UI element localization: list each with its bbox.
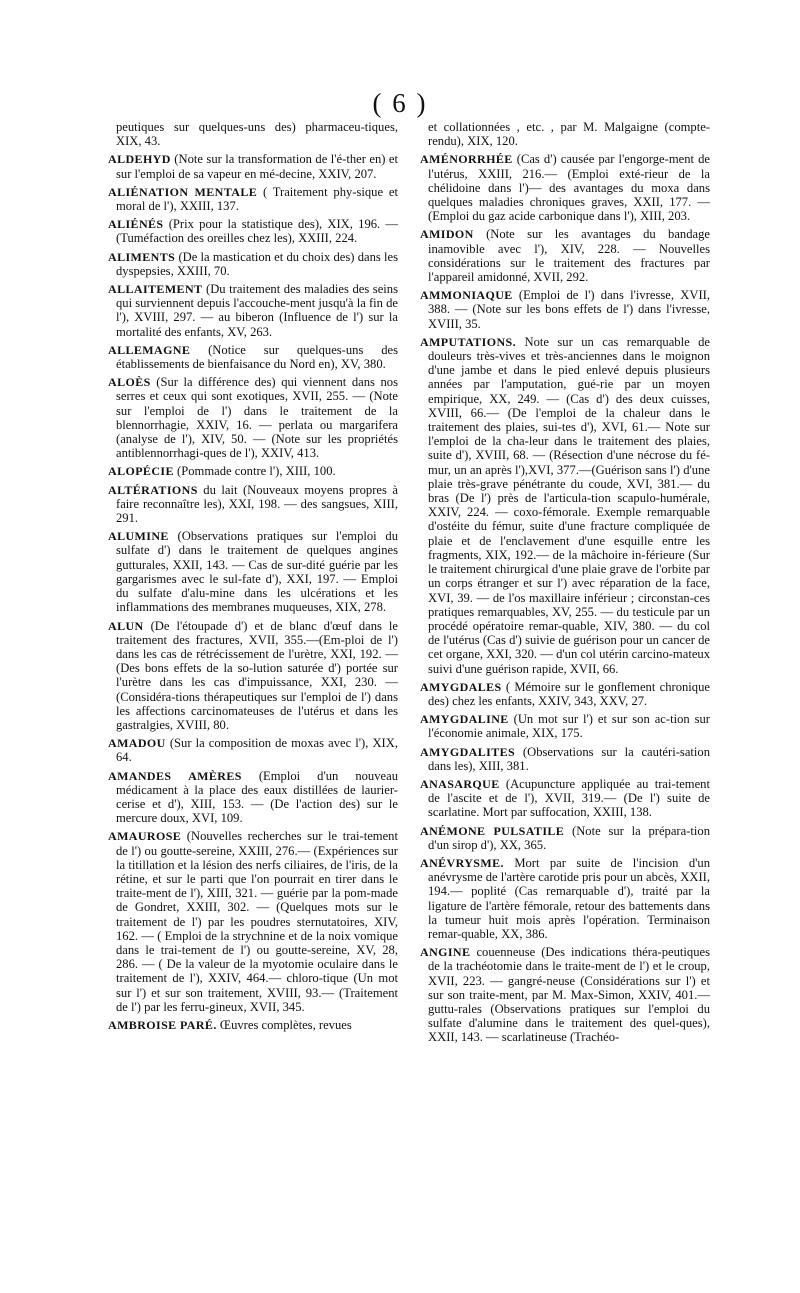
entry-text: (Emploi de l') dans l'ivresse, XVII, 388. — (Note sur les bons effets de l') dans l'ivresse, XVIII, 35.: [428, 288, 710, 331]
entry-text: (Notice sur quelques-uns des établissements de bienfaisance du Nord en), XV, 380.: [116, 342, 398, 372]
index-entry: [108, 282, 398, 339]
entry-text: du lait (Nouveaux moyens propres à faire reconnaître les), XXI, 198. — des sangsues, XIII, 291.: [116, 482, 398, 526]
index-entry: [108, 217, 398, 245]
entry-text: (Du traitement des maladies des seins qui surviennent depuis l'accouche-ment jusqu'à la fin de l'), XVIII, 297. — au biberon (Influence de l') sur la mortalité des enfants, XV, 263.: [116, 282, 398, 339]
entry-text: (De l'étoupade d') et de blanc d'œuf dans le traitement des fractures, XVII, 355.—(Em-ploi de l') dans les cas de rétrécissement de l'urètre, XXI, 192. —(Des bons effets de la so-lution saturée d') portée sur l'urètre dans les cas d'impuissance, XXI, 230. — (Considéra-tions thérapeutiques sur l'emploi de l') dans les affections carcinomateuses de l'utérus et dans les gastralgies, XVIII, 80.: [116, 618, 398, 732]
entry-text: (Note sur la prépara-tion d'un sirop d'), XX, 365.: [428, 823, 710, 852]
entry-headword: AMPUTATIONS.: [420, 334, 517, 349]
page-number: ( 6 ): [372, 88, 428, 118]
entry-text: ( Traitement phy-sique et moral de l'), XXIII, 137.: [116, 184, 398, 214]
entry-headword: ANÉMONE PULSATILE: [420, 823, 565, 838]
entry-text: (Prix pour la statistique des), XIX, 196. — (Tuméfaction des oreilles chez les), XXIII, 224.: [116, 217, 399, 246]
index-entry: [108, 250, 398, 278]
entry-headword: AMANDES AMÈRES: [108, 768, 242, 783]
entry-text: Note sur un cas remarquable de douleurs très-vives et très-anciennes dans le moignon d'une jambe et dans le pied enlevé depuis plusieurs années par l'amputation, gué-rie par un moyen empirique, XX, 249. — (Cas d') des deux cuisses, XVIII, 66.— (De l'emploi de la chaleur dans le traitement des plaies, sui-tes d'), XVI, 61.— Note sur l'emploi de la cha-leur dans le traitement des plaies, suite d'), XVIII, 68. — (Résection d'une nécrose du fé-mur, un an après l'),XVI, 377.—(Guérison sans l') d'une plaie très-grave pénétrante du coude, XVI, 381.— du bras (De l') près de l'articula-tion scapulo-humérale, XXIV, 224. — coxo-fémorale. Exemple remarquable d'ostéite du fémur, suite d'une fracture compliquée de plaie et de l'enclavement d'une esquille entre les fragments, XIX, 192.— de la mâchoire in-férieure (Sur le traitement chirurgical d'une plaie grave de l'orbite par un corps étranger et sur l') avec réparation de la face, XVI, 39. — de l'os maxillaire inférieur ; circonstan-ces pratiques remarquables, XV, 255. — du testicule par un procédé opératoire remar-quable, XIV, 380. — du col de l'utérus (Cas d') suivie de guérison pour un cancer de cet organe, XXI, 320. — d'un col utérin carcino-mateux suivi d'une guérison rapide, XVII, 66.: [428, 334, 710, 676]
entry-text: Mort par suite de l'incision d'un anévrysme de l'artère carotide pris pour un abcès, XXII, 194.— poplité (Cas remarquable d'), traité par la ligature de l'artère fémorale, retour des battements dans la tumeur huit mois après l'opération. Terminaison remar-quable, XX, 386.: [428, 855, 711, 941]
index-entry: [108, 619, 398, 733]
entry-text: couenneuse (Des indications théra-peutiques de la trachéotomie dans le traite-ment de l') et le croup, XVII, 223. — gangré-neuse (Considérations sur l') et sur son traite-ment, par M. Max-Simon, XXIV, 401.— guttu-rales (Observations pratiques sur l'emploi du sulfate d'alumine dans le traitement des quel-ques), XXII, 143. — scarlatineuse (Trachéo-: [428, 945, 710, 1045]
entry-headword: ALOPÉCIE: [108, 464, 174, 479]
entry-headword: AMÉNORRHÉE: [420, 152, 513, 167]
entry-headword: ALUN: [108, 618, 144, 633]
entry-headword: ALTÉRATIONS: [108, 482, 198, 497]
index-entry: [108, 375, 398, 460]
entry-text: (Cas d') causée par l'engorge-ment de l'utérus, XXIII, 216.— (Emploi exté-rieur de la chélidoine dans l')— des avantages du moxa dans quelques maladies chroniques graves, XXII, 177. —(Emploi du gaz acide carbonique dans l'), XIII, 203.: [428, 152, 710, 224]
entry-headword: ANÉVRYSME.: [420, 855, 504, 870]
entry-text: (Observations pratiques sur l'emploi du sulfate d') dans le traitement de quelques angines gutturales, XXII, 143. — Cas de sur-dité guérie par les gargarismes avec le sul-fate d'), XXI, 197. — Emploi du sulfate d'alu-mine dans les ulcérations et les inflammations des membranes muqueuses, XIX, 278.: [116, 529, 398, 615]
entry-headword: ALLAITEMENT: [108, 282, 203, 297]
entry-text: (Nouvelles recherches sur le trai-tement de l') ou goutte-sereine, XXIII, 276.— (Expériences sur la titillation et la lésion des nerfs ciliaires, de l'iris, de la rétine, et sur le parti que l'on pourrait en tirer dans le traite-ment de l'), XIII, 321. — guérie par la pom-made de Gondret, XXIII, 302. — (Quelques mots sur le traitement de l') par les poudres sternutatoires, XIV, 162. — ( Emploi de la strychnine et de la noix vomique dans le trai-tement de l') ou goutte-sereine, XV, 28, 286. — ( De la valeur de la myotomie oculaire dans le traitement de l'), XXIV, 464.— chloro-tique (Un mot sur l') et sur son traitement, XVIII, 93.— (Traitement de l') par les ferru-gineux, XVII, 345.: [116, 829, 398, 1014]
entry-text: Œuvres complètes, revues: [219, 1017, 352, 1032]
index-entry: [108, 736, 398, 764]
entry-headword: AMIDON: [420, 227, 474, 242]
entry-headword: AMYGDALES: [420, 679, 502, 694]
entry-text: (Note sur la transformation de l'é-ther en) et sur l'emploi de sa vapeur en mé-decine, XXIV, 207.: [116, 152, 398, 181]
index-entry: [108, 464, 398, 478]
index-entry: [108, 120, 398, 148]
entry-headword: AMYGDALINE: [420, 712, 509, 727]
entry-headword: AMADOU: [108, 736, 166, 751]
entry-headword: ANASARQUE: [420, 776, 500, 791]
entry-headword: ALOÈS: [108, 375, 151, 390]
entry-text: et collationnées , etc. , par M. Malgaigne (compte-rendu), XIX, 120.: [428, 120, 710, 149]
entry-text: (De la mastication et du choix des) dans les dyspepsies, XXIII, 70.: [116, 249, 398, 278]
index-entry: [420, 945, 710, 1044]
index-entry: [108, 152, 398, 180]
index-entry: [420, 856, 710, 941]
entry-headword: AMBROISE PARÉ.: [108, 1017, 217, 1032]
index-entry: [108, 829, 398, 1014]
entry-headword: AMMONIAQUE: [420, 288, 513, 303]
index-entry: [108, 483, 398, 526]
entry-headword: ALLEMAGNE: [108, 342, 191, 357]
index-entry: [420, 777, 710, 820]
index-entry: [108, 769, 398, 826]
left-column: [108, 120, 398, 1036]
entry-text: (Observations sur la cautéri-sation dans les), XIII, 381.: [428, 744, 710, 773]
entry-text: (Pommade contre l'), XIII, 100.: [177, 464, 336, 479]
entry-headword: ANGINE: [420, 945, 471, 960]
index-entry: [108, 529, 398, 614]
index-entry: [420, 680, 710, 708]
index-entry: [420, 745, 710, 773]
entry-text: ( Mémoire sur le gonflement chronique des) chez les enfants, XXIV, 343, XXV, 27.: [428, 679, 710, 708]
entry-text: (Acupuncture appliquée au trai-tement de l'ascite et de l'), XVII, 319.— (De l') suite de scarlatine. Mort par suffocation, XXIII, 138.: [428, 776, 710, 820]
entry-text: (Un mot sur l') et sur son ac-tion sur l'économie animale, XIX, 175.: [428, 712, 710, 741]
entry-headword: ALIMENTS: [108, 249, 176, 264]
index-entry: [420, 335, 710, 676]
index-entry: [420, 120, 710, 148]
entry-headword: ALDEHYD: [108, 152, 171, 167]
entry-text: (Sur la composition de moxas avec l'), XIX, 64.: [116, 736, 398, 765]
right-column: [420, 120, 710, 1049]
index-entry: [108, 343, 398, 371]
entry-headword: ALIÉNÉS: [108, 217, 164, 232]
index-entry: [420, 152, 710, 223]
index-entry: [420, 712, 710, 740]
index-entry: [420, 227, 710, 284]
entry-headword: AMYGDALITES: [420, 744, 516, 759]
entry-headword: AMAUROSE: [108, 829, 182, 844]
entry-text: (Sur la différence des) qui viennent dans nos serres et ceux qui sont exotiques, XVII, 255. — (Note sur l'emploi de l') dans le traitement de la blennorrhagie, XXIV, 16. — perlata ou margarifera (analyse de l'), XIV, 50. — (Note sur les propriétés antiblennorrhagi-ques de l'), XXIV, 413.: [116, 375, 398, 461]
index-entry: [108, 1018, 398, 1032]
index-entry: [108, 185, 398, 213]
entry-text: (Note sur les avantages du bandage inamovible avec l'), XIV, 228. — Nouvelles considérations sur le traitement des fractures par l'appareil amidonné, XVII, 292.: [428, 227, 711, 285]
index-entry: [420, 288, 710, 331]
entry-headword: ALUMINE: [108, 529, 169, 544]
entry-headword: ALIÉNATION MENTALE: [108, 184, 258, 199]
entry-text: peutiques sur quelques-uns des) pharmaceu-tiques, XIX, 43.: [116, 120, 398, 149]
entry-text: (Emploi d'un nouveau médicament à la place des eaux distillées de laurier-cerise et d'), XIII, 153. — (De l'action des) sur le mercure doux, XVI, 109.: [116, 768, 398, 826]
index-entry: [420, 824, 710, 852]
